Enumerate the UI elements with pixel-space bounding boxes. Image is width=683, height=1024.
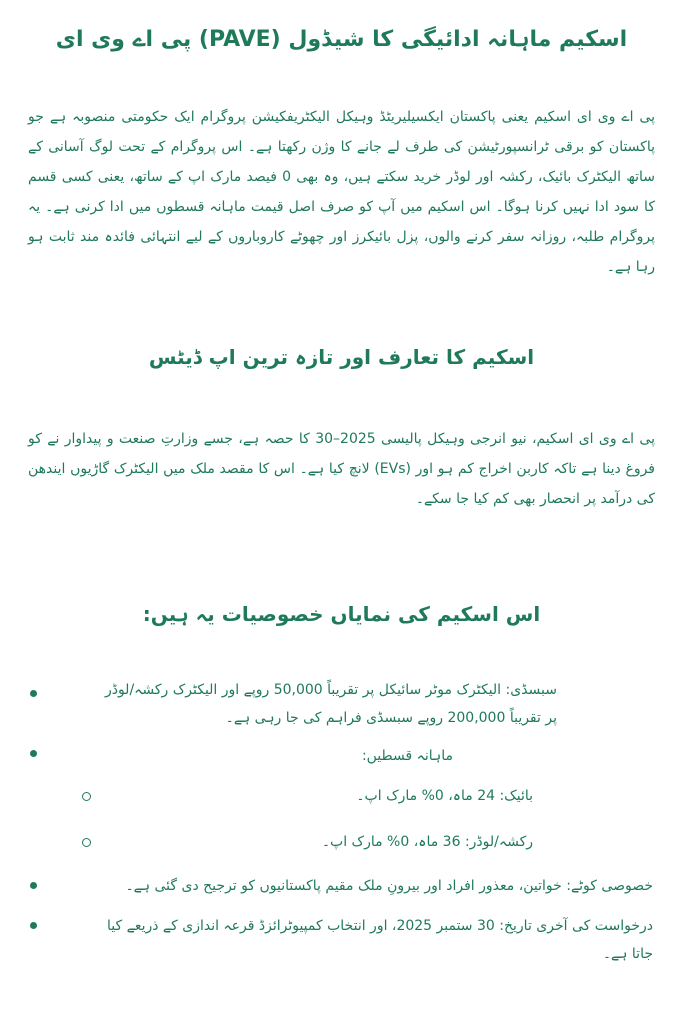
feature-bike-text: بائیک: 24 ماہ، 0% مارک اپ۔	[356, 788, 533, 804]
feature-quota-text: خصوصی کوٹے: خواتین، معذور افراد اور بیرونِ ملک مقیم پاکستانیوں کو ترجیح دی گئی ہے۔	[125, 878, 653, 894]
features-heading: اس اسکیم کی نمایاں خصوصیات یہ ہیں:	[142, 602, 541, 626]
intro-section-heading: اسکیم کا تعارف اور تازہ ترین اپ ڈیٹس	[148, 345, 535, 369]
feature-subsidy	[30, 676, 653, 734]
feature-subsidy-text: سبسڈی: الیکٹرک موٹر سائیکل پر تقریباً 50,000 روپے اور الیکٹرک رکشہ/لوڈر پر تقریباً 200,000 روپے سبسڈی فراہم کی جا رہی ہے۔	[104, 682, 557, 726]
feature-quota	[30, 872, 653, 906]
page-title: اسکیم ماہانہ ادائیگی کا شیڈول (PAVE) پی اے وی ای	[55, 27, 628, 52]
circle-bullet-icon	[82, 792, 91, 801]
intro-paragraph: پی اے وی ای اسکیم یعنی پاکستان ایکسیلیریٹڈ وہیکل الیکٹریفکیشن پروگرام ایک حکومتی منصوبہ ہے جو پاکستان کو برقی ٹرانسپورٹیشن کی طرف لے جانے کا وژن رکھتا ہے۔ اس پروگرام کے تحت لوگ آسانی کے ساتھ الیکٹرک بائیک، رکشہ اور لوڈر خرید سکتے ہیں، وہ بھی 0 فیصد مارک اپ کے ساتھ، یعنی کسی قسم کا سود ادا نہیں کرنا ہوگا۔ اس اسکیم میں آپ کو صرف اصل قیمت ماہانہ قسطوں میں ادا کرنی ہے۔ یہ پروگرام طلبہ، روزانہ سفر کرنے والوں، پزل بائیکرز اور چھوٹے کاروباروں کے لیے انتہائی فائدہ مند ثابت ہو رہا ہے۔	[28, 109, 655, 275]
feature-monthly-label: ماہانہ قسطیں:	[361, 748, 453, 764]
bullet-icon	[30, 750, 37, 757]
intro-section-paragraph: پی اے وی ای اسکیم، نیو انرجی وہیکل پالیسی 2025–30 کا حصہ ہے، جسے وزارتِ صنعت و پیداوار نے کو فروغ دینا ہے تاکہ کاربن اخراج کم ہو اور (EVs) لانچ کیا ہے۔ اس کا مقصد ملک میں الیکٹرک گاڑیوں ایندھن کی درآمد پر انحصار بھی کم کیا جا سکے۔	[28, 431, 655, 507]
bullet-icon	[30, 882, 37, 889]
bullet-icon	[30, 922, 37, 929]
feature-rickshaw-text: رکشہ/لوڈر: 36 ماہ، 0% مارک اپ۔	[321, 834, 533, 850]
bullet-icon	[30, 690, 37, 697]
feature-monthly	[30, 742, 653, 778]
circle-bullet-icon	[82, 838, 91, 847]
feature-bike	[30, 782, 653, 818]
features-list	[30, 676, 653, 972]
feature-deadline-text: درخواست کی آخری تاریخ: 30 ستمبر 2025، اور انتخاب کمپیوٹرائزڈ قرعہ اندازی کے ذریعے کیا جاتا ہے۔	[107, 918, 653, 962]
feature-rickshaw	[30, 828, 653, 864]
feature-deadline	[30, 912, 653, 972]
